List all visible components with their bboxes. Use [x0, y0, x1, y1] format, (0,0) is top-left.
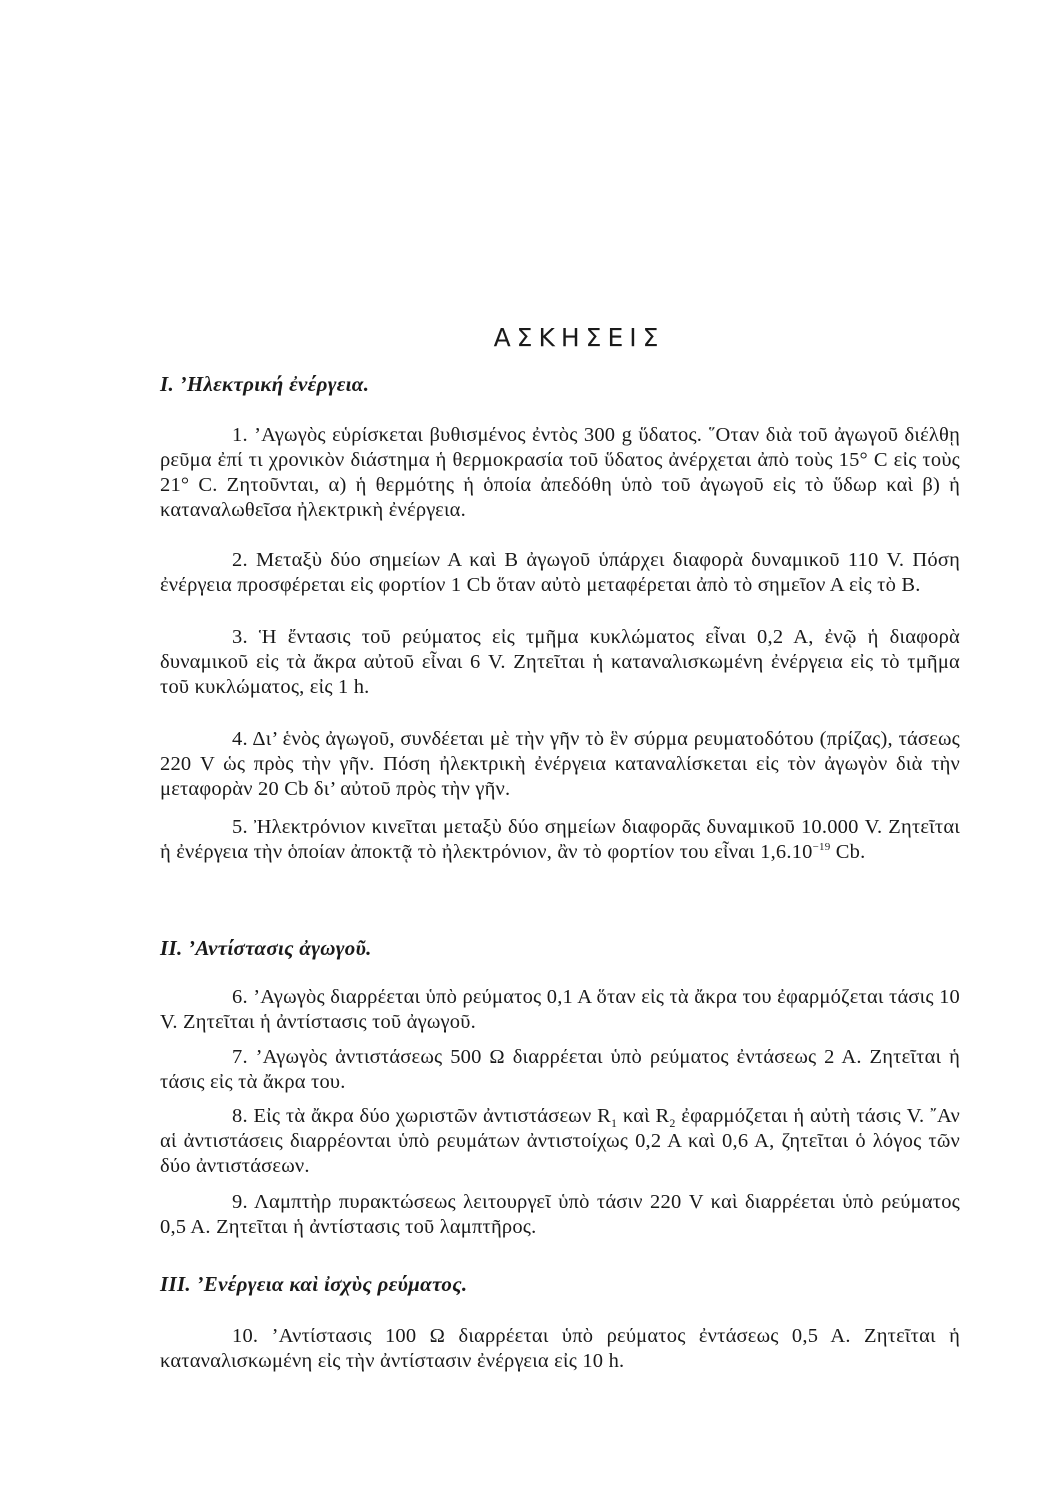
exercise-text: Μεταξὺ δύο σημείων Α καὶ Β ἀγωγοῦ ὑπάρχει διαφορὰ δυναμικοῦ 110 V. Πόση ἐνέργεια προσφέρεται εἰς φορτίον 1 Cb ὅταν αὐτὸ μεταφέρεται ἀπὸ τὸ σημεῖον Α εἰς τὸ Β. — [160, 549, 961, 596]
exercise-text: ’Αγωγὸς εὑρίσκεται βυθισμένος ἐντὸς 300 g ὕδατος. ῞Οταν διὰ τοῦ ἀγωγοῦ διέλθῃ ρεῦμα ἐπί τι χρονικὸν διάστημα ἡ θερμοκρασία τοῦ ὕδατος ἀνέρχεται ἀπὸ τοὺς 15° C εἰς τοὺς 21° C. Ζητοῦνται, α) ἡ θερμότης ἡ ὁποία ἀπεδόθη ὑπὸ τοῦ ἀγωγοῦ εἰς τὸ ὕδωρ καὶ β) ἡ καταναλωθεῖσα ἠλεκτρικὴ ἐνέργεια. — [160, 424, 961, 521]
exercise-3 — [160, 625, 960, 700]
exercise-text: Δι’ ἑνὸς ἀγωγοῦ, συνδέεται μὲ τὴν γῆν τὸ ἓν σύρμα ρευματοδότου (πρίζας), τάσεως 220 V ὡς πρὸς τὴν γῆν. Πόση ἠλεκτρικὴ ἐνέργεια καταναλίσκεται εἰς τὸν ἀγωγὸν διὰ τὴν μεταφορὰν 20 Cb δι’ αὐτοῦ πρὸς τὴν γῆν. — [160, 728, 960, 800]
exercise-10 — [160, 1324, 960, 1374]
exercise-number: 4. — [232, 728, 248, 750]
exercise-text: ’Αντίστασις 100 Ω διαρρέεται ὑπὸ ρεύματος ἐντάσεως 0,5 Α. Ζητεῖται ἡ καταναλισκωμένη εἰς τὴν ἀντίστασιν ἐνέργεια εἰς 10 h. — [160, 1325, 961, 1372]
exercise-text-end: ἐφαρμόζεται ἡ αὐτὴ τάσις V. ῎Αν αἱ ἀντιστάσεις διαρρέονται ὑπὸ ρευμάτων ἀντιστοίχως 0,2 Α καὶ 0,6 Α, ζητεῖται ὁ λόγος τῶν δύο ἀντιστάσεων. — [160, 1105, 961, 1177]
exercise-number: 9. — [232, 1191, 248, 1213]
exercise-number: 2. — [232, 549, 248, 571]
exercise-4 — [160, 727, 960, 802]
exercise-text: ’Αγωγὸς ἀντιστάσεως 500 Ω διαρρέεται ὑπὸ ρεύματος ἐντάσεως 2 Α. Ζητεῖται ἡ τάσις εἰς τὰ ἄκρα του. — [160, 1046, 961, 1093]
exercise-number: 8. — [232, 1105, 248, 1127]
page-title: ΑΣΚΗΣΕΙΣ — [493, 323, 665, 352]
exercise-5 — [160, 815, 960, 865]
exercise-number: 6. — [232, 986, 248, 1008]
exercise-6 — [160, 985, 960, 1035]
exercise-text: Ἠλεκτρόνιον κινεῖται μεταξὺ δύο σημείων διαφορᾶς δυναμικοῦ 10.000 V. Ζητεῖται ἡ ἐνέργεια τὴν ὁποίαν ἀποκτᾷ τὸ ἠλεκτρόνιον, ἂν τὸ φορτίον του εἶναι 1,6.10 — [160, 816, 960, 863]
exponent: −19 — [812, 841, 831, 854]
exercise-7 — [160, 1045, 960, 1095]
exercise-text: Λαμπτὴρ πυρακτώσεως λειτουργεῖ ὑπὸ τάσιν 220 V καὶ διαρρέεται ὑπὸ ρεύματος 0,5 Α. Ζητεῖται ἡ ἀντίστασις τοῦ λαμπτῆρος. — [160, 1191, 960, 1238]
subscript-2: 2 — [669, 1116, 676, 1131]
exercise-text: Εἰς τὰ ἄκρα δύο χωριστῶν ἀντιστάσεων R — [253, 1105, 611, 1127]
exercise-text: Ἡ ἔντασις τοῦ ρεύματος εἰς τμῆμα κυκλώματος εἶναι 0,2 Α, ἐνῷ ἡ διαφορὰ δυναμικοῦ εἰς τὰ ἄκρα αὐτοῦ εἶναι 6 V. Ζητεῖται ἡ καταναλισκωμένη ἐνέργεια εἰς τὸ τμῆμα τοῦ κυκλώματος, εἰς 1 h. — [160, 626, 960, 698]
exercise-1 — [160, 423, 960, 523]
exercise-9 — [160, 1190, 960, 1240]
exercise-number: 7. — [232, 1046, 248, 1068]
section-heading-electric-energy: I. ’Ηλεκτρική ἐνέργεια. — [160, 372, 370, 396]
exercise-text: ’Αγωγὸς διαρρέεται ὑπὸ ρεύματος 0,1 Α ὅταν εἰς τὰ ἄκρα του ἐφαρμόζεται τάσις 10 V. Ζητεῖται ἡ ἀντίστασις τοῦ ἀγωγοῦ. — [160, 986, 960, 1033]
exercise-8 — [160, 1104, 960, 1179]
exercise-text-middle: καὶ R — [617, 1105, 670, 1127]
subscript-1: 1 — [610, 1116, 618, 1131]
exercise-number: 1. — [232, 424, 248, 446]
exercise-number: 10. — [232, 1325, 259, 1347]
section-heading-energy-power: III. ’Ενέργεια καὶ ἰσχὺς ρεύματος. — [160, 1272, 468, 1296]
exercise-text-end: Cb. — [830, 841, 866, 863]
section-heading-conductor-resistance: II. ’Αντίστασις ἀγωγοῦ. — [160, 936, 372, 960]
exercise-number: 3. — [232, 626, 248, 648]
exercise-2 — [160, 548, 960, 598]
exercise-number: 5. — [232, 816, 248, 838]
